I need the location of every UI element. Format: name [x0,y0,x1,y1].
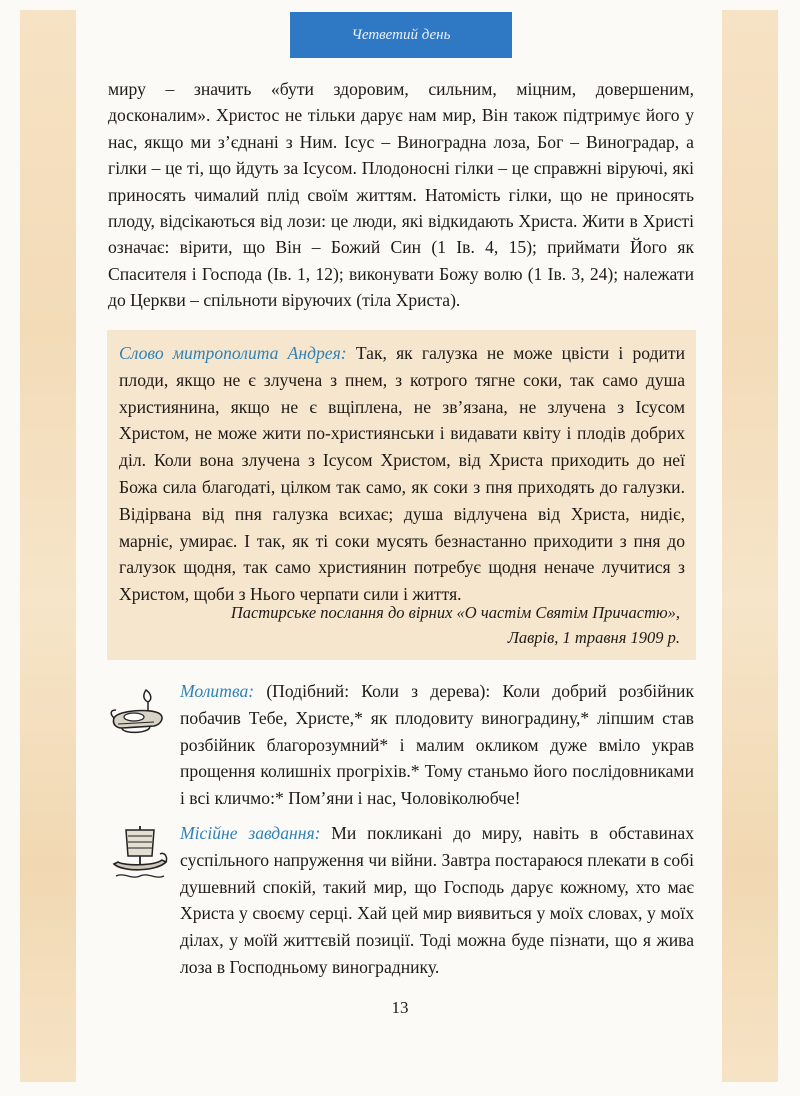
page-number: 13 [391,998,409,1017]
quote-source [120,600,680,650]
section-title: Четветий день [351,26,451,43]
section-header [290,12,512,58]
main-paragraph: миру – значить «бути здоровим, сильним, міцним, довершеним, досконалим». Христос не тільки дарує нам мир, Він також підтримує його у нас, якщо ми з’єднані з Ним. Ісус – Виноградна лоза, Бог – Виноградар, а гілки – це ті, що йдуть за Ісусом. Плодоносні гілки – це справжні віруючі, які приносять чималий плід своїм життям. Натомість гілки, що не приносять плоду, відсікаються від лози: це люди, які відкидають Христа. Жити в Христі означає: вірити, що Він – Божий Син (1 Ів. 4, 15); приймати Його як Спасителя і Господа (Ів. 1, 12); виконувати Божу волю (1 Ів. 3, 24); належати до Церкви – спільноти віруючих (тіла Христа). [108,79,694,311]
mission-text [180,820,694,981]
right-decorative-strip [722,10,778,1082]
quote-text [119,340,685,608]
quote-source-line1: Пастирське послання до вірних «О частім Святім Причастю», [230,603,680,622]
left-decorative-strip [20,10,76,1082]
quote-source-line2: Лаврів, 1 травня 1909 р. [507,628,680,647]
quote-body: Так, як галузка не може цвісти і родити плоди, якщо не є злучена з пнем, з котрого тягне соки, так само душа християнина, якщо не є вщіплена, не зв’язана, не злучена з Ісусом Христом, не може жити по-християнськи і видавати квіту і плодів добрих діл. Коли вона злучена з Ісусом Христом, від Христа приходить до неї Божа сила благодаті, цілком так само, як соки з пня приходять до галузки. Відірвана від пня галузка всихає; душа відлучена від Христа, нидіє, марніє, умирає. І так, як ті соки мусять безнастанно приходити з пня до галузок щодня, так само християнин потребує щодня неначе лучитися з Христом, щоби з Нього черпати сили і життя. [119,343,686,605]
prayer-body: (Подібний: Коли з дерева): Коли добрий розбійник побачив Тебе, Христе,* як плодовиту виноградину,* ліпшим став розбійник благорозумний* і малим окликом дуже вміло украв прощення колишніх прогріхів.* Тому станьмо його послідовниками і всі кличмо:* Пом’яни і нас, Чоловіколюбче! [180,681,694,809]
prayer-label: Молитва: [180,681,255,701]
oil-lamp-icon [108,684,168,744]
mission-body: Ми покликані до миру, навіть в обставинах суспільного напруження чи війни. Завтра постараюся плекати в собі душевний спокій, такий мир, що Господь дарує кожному, хто має Христа у своєму серці. Хай цей мир виявиться у моїх словах, у моїх ділах, у моїй життєвій позиції. Тоді можна буде пізнати, що я жива лоза в Господньому винограднику. [180,823,694,977]
ship-icon [110,822,170,882]
prayer-text [180,678,694,812]
mission-label: Місійне завдання: [180,823,321,843]
quote-label: Слово митрополита Андрея: [119,343,347,363]
